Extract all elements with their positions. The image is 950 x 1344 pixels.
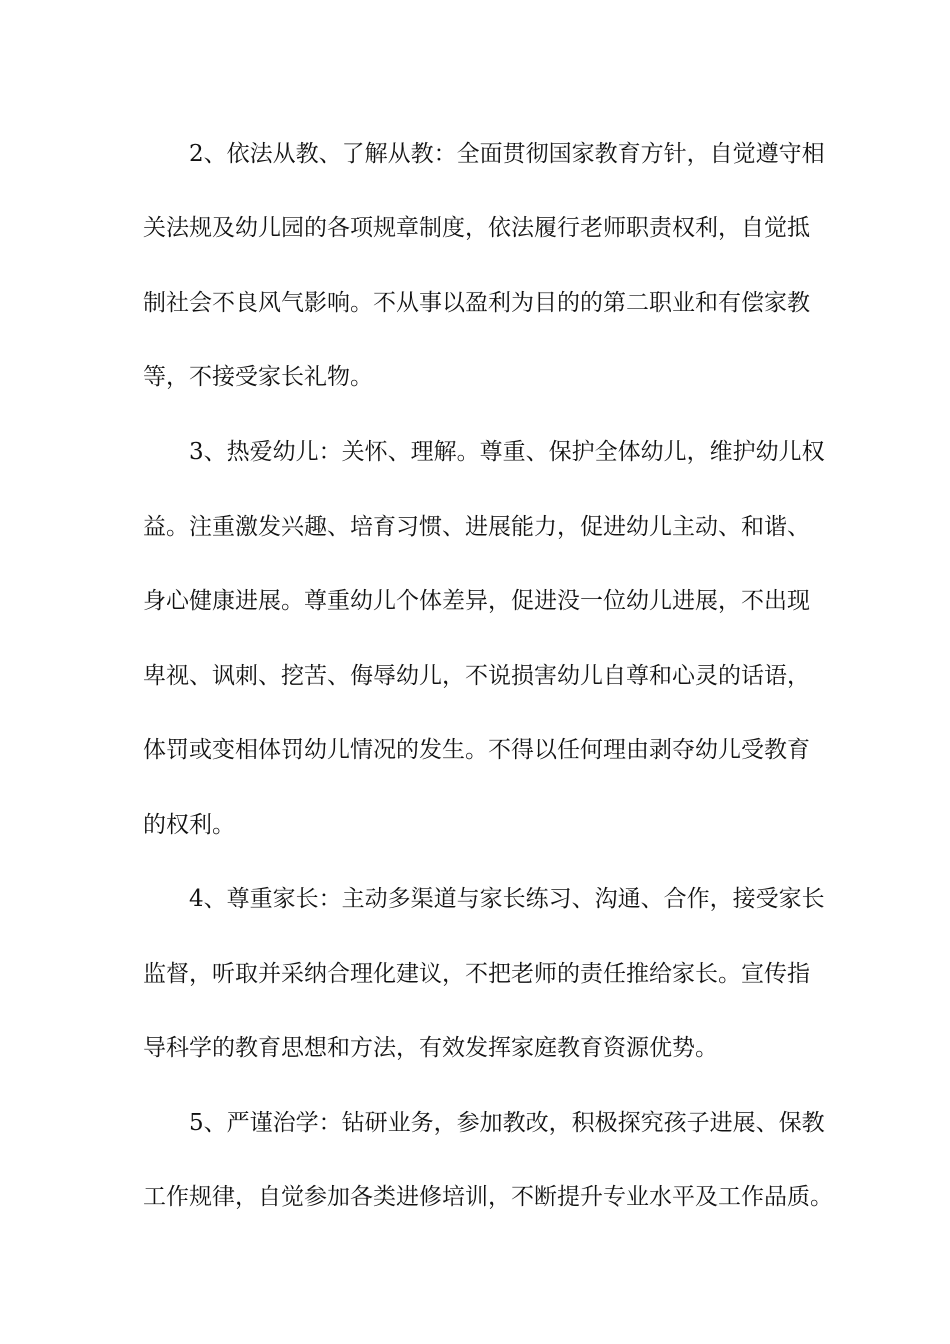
paragraph-3-line-4: 卑视、讽刺、挖苦、侮辱幼儿，不说损害幼儿自尊和心灵的话语， xyxy=(143,663,810,689)
paragraph-5-line-2: 工作规律，自觉参加各类进修培训，不断提升专业水平及工作品质。 xyxy=(143,1184,833,1210)
paragraph-5-line-1: 5、严谨治学：钻研业务，参加教改，积极探究孩子进展、保教 xyxy=(189,1110,825,1136)
paragraph-2-line-3: 制社会不良风气影响。不从事以盈利为目的的第二职业和有偿家教 xyxy=(143,290,810,316)
paragraph-3-line-5: 体罚或变相体罚幼儿情况的发生。不得以任何理由剥夺幼儿受教育 xyxy=(143,737,810,763)
paragraph-3-line-2: 益。注重激发兴趣、培育习惯、进展能力，促进幼儿主动、和谐、 xyxy=(143,514,810,540)
paragraph-2-line-4: 等，不接受家长礼物。 xyxy=(143,364,373,390)
paragraph-3-line-6: 的权利。 xyxy=(143,812,235,838)
paragraph-3-line-1: 3、热爱幼儿：关怀、理解。尊重、保护全体幼儿，维护幼儿权 xyxy=(189,439,825,465)
paragraph-2-line-1: 2、依法从教、了解从教：全面贯彻国家教育方针，自觉遵守相 xyxy=(189,141,825,167)
paragraph-4-line-1: 4、尊重家长：主动多渠道与家长练习、沟通、合作，接受家长 xyxy=(189,886,825,912)
paragraph-2-line-2: 关法规及幼儿园的各项规章制度，依法履行老师职责权利，自觉抵 xyxy=(143,215,810,241)
paragraph-4-line-3: 导科学的教育思想和方法，有效发挥家庭教育资源优势。 xyxy=(143,1035,718,1061)
paragraph-4-line-2: 监督，听取并采纳合理化建议，不把老师的责任推给家长。宣传指 xyxy=(143,961,810,987)
paragraph-3-line-3: 身心健康进展。尊重幼儿个体差异，促进没一位幼儿进展，不出现 xyxy=(143,588,810,614)
